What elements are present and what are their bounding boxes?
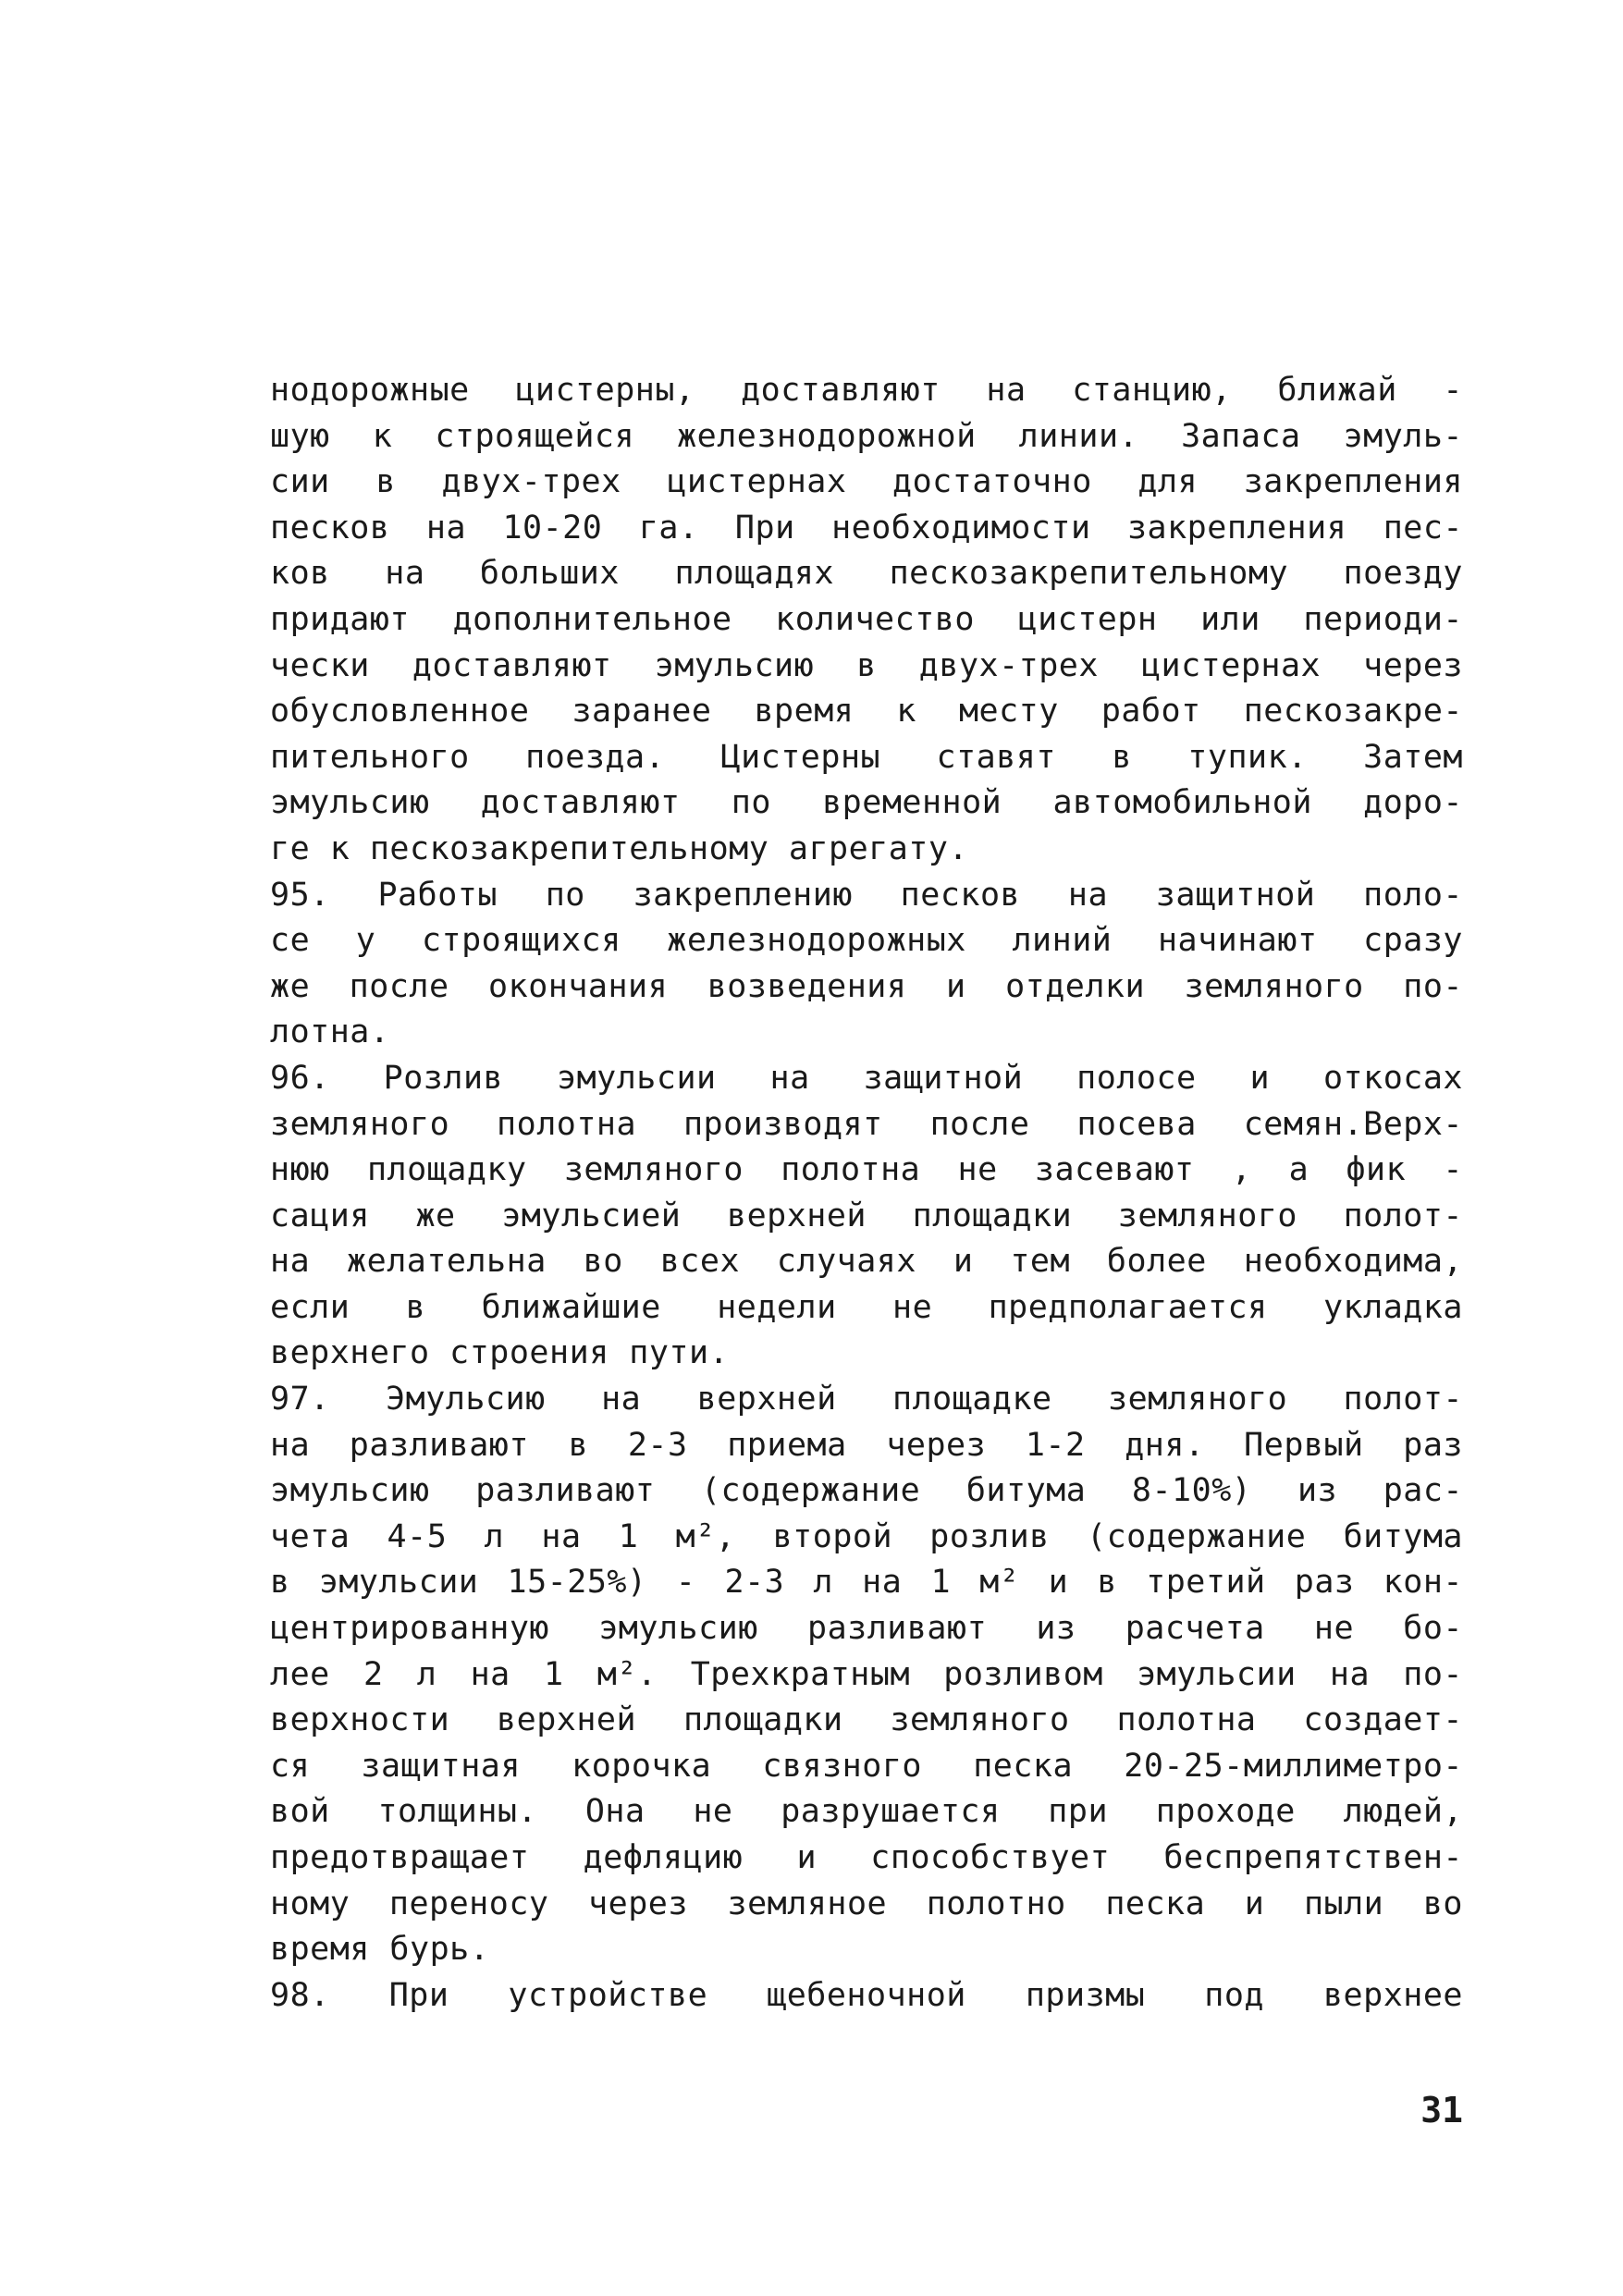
text-line: ному переносу через земляное полотно песка и пыли во bbox=[270, 1885, 1463, 1922]
text-line: эмульсию доставляют по временной автомобильной доро- bbox=[270, 784, 1463, 822]
text-line: ге к пескозакрепительному агрегату. bbox=[270, 829, 969, 867]
text-line: чета 4-5 л на 1 м², второй розлив (содержание битума bbox=[270, 1517, 1463, 1555]
text-line: время бурь. bbox=[270, 1931, 490, 1969]
text-line: предотвращает дефляцию и способствует беспрепятствен- bbox=[270, 1839, 1463, 1876]
text-line: ся защитная корочка связного песка 20-25-миллиметро- bbox=[270, 1747, 1463, 1785]
text-line: лее 2 л на 1 м². Трехкратным розливом эмульсии на по- bbox=[270, 1655, 1463, 1693]
text-line: нюю площадку земляного полотна не засевают , а фик - bbox=[270, 1151, 1463, 1189]
text-line: придают дополнительное количество цистерн или периоди- bbox=[270, 600, 1463, 638]
paragraph-96-line: 96. Розлив эмульсии на защитной полосе и откосах bbox=[270, 1059, 1463, 1097]
text-line: сация же эмульсией верхней площадки земляного полот- bbox=[270, 1197, 1463, 1234]
text-line: пительного поезда. Цистерны ставят в тупик. Затем bbox=[270, 738, 1463, 776]
text-line: обусловленное заранее время к месту работ пескозакре- bbox=[270, 693, 1463, 731]
text-line: на разливают в 2-3 приема через 1-2 дня. Первый раз bbox=[270, 1426, 1463, 1464]
text-line: сии в двух-трех цистернах достаточно для закрепления bbox=[270, 463, 1463, 501]
text-line: же после окончания возведения и отделки земляного по- bbox=[270, 967, 1463, 1005]
text-line: лотна. bbox=[270, 1013, 390, 1051]
text-line: нодорожные цистерны, доставляют на станцию, ближай - bbox=[270, 372, 1463, 409]
text-line: чески доставляют эмульсию в двух-трех цистернах через bbox=[270, 646, 1463, 684]
page-number: 31 bbox=[1420, 2090, 1463, 2130]
text-line: ков на больших площадях пескозакрепительному поезду bbox=[270, 555, 1463, 593]
paragraph-95-line: 95. Работы по закреплению песков на защитной поло- bbox=[270, 876, 1463, 914]
text-line: если в ближайшие недели не предполагается укладка bbox=[270, 1288, 1463, 1326]
text-line: верхнего строения пути. bbox=[270, 1334, 730, 1372]
text-line: верхности верхней площадки земляного полотна создает- bbox=[270, 1701, 1463, 1739]
paragraph-97-line: 97. Эмульсию на верхней площадке земляного полот- bbox=[270, 1381, 1463, 1418]
text-line: на желательна во всех случаях и тем более необходима, bbox=[270, 1243, 1463, 1281]
text-line: се у строящихся железнодорожных линий начинают сразу bbox=[270, 922, 1463, 960]
text-line: песков на 10-20 га. При необходимости закрепления пес- bbox=[270, 509, 1463, 546]
text-line: в эмульсии 15-25%) - 2-3 л на 1 м² и в третий раз кон- bbox=[270, 1564, 1463, 1602]
text-line: вой толщины. Она не разрушается при проходе людей, bbox=[270, 1793, 1463, 1831]
text-line: земляного полотна производят после посева семян.Верх- bbox=[270, 1105, 1463, 1143]
paragraph-98-line: 98. При устройстве щебеночной призмы под верхнее bbox=[270, 1976, 1463, 2014]
text-line: шую к строящейся железнодорожной линии. Запаса эмуль- bbox=[270, 417, 1463, 455]
text-line: эмульсию разливают (содержание битума 8-10%) из рас- bbox=[270, 1472, 1463, 1510]
body-text bbox=[270, 368, 1463, 2019]
text-line: центрированную эмульсию разливают из расчета не бо- bbox=[270, 1610, 1463, 1648]
